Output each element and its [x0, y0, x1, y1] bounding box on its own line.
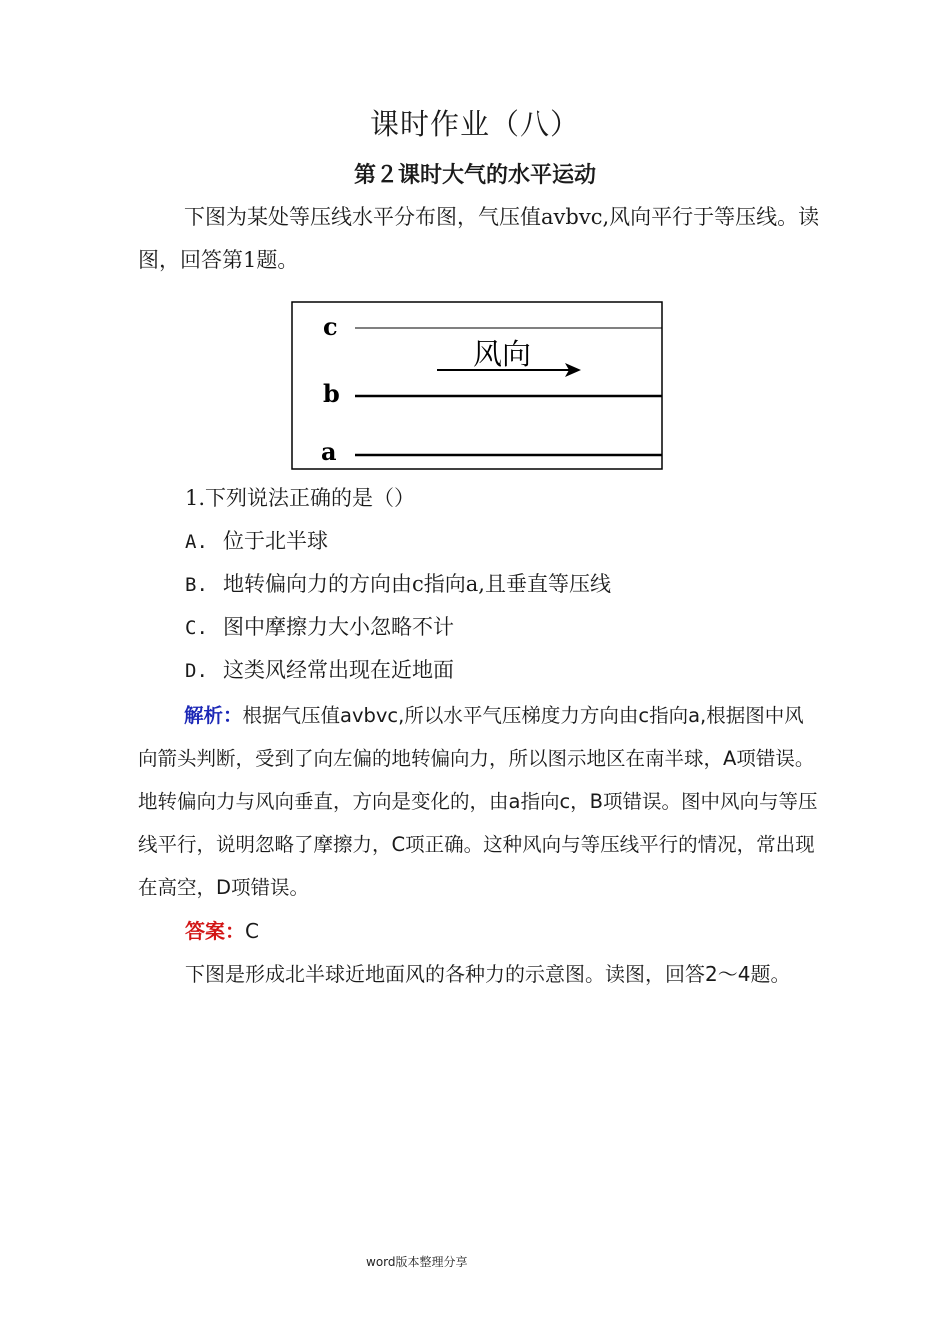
isobar-label-a: a — [321, 437, 337, 466]
option-letter: B. — [185, 574, 208, 596]
page-title: 课时作业（八） — [369, 107, 580, 141]
option-text: 图中摩擦力大小忽略不计 — [223, 615, 454, 639]
intro-paragraph: 下图为某处等压线水平分布图，气压值avbvc,风向平行于等压线。读图，回答第1题。 — [138, 205, 820, 272]
option-letter: A. — [185, 531, 208, 553]
isobar-label-b: b — [323, 379, 340, 408]
option-text: 这类风经常出现在近地面 — [223, 658, 454, 682]
option-text: 位于北半球 — [223, 529, 328, 553]
answer-label: 答案： — [185, 919, 245, 943]
option-d — [185, 649, 454, 693]
analysis-paragraph — [138, 694, 822, 909]
wind-direction-label: 风向 — [473, 337, 532, 371]
next-intro-paragraph: 下图是形成北半球近地面风的各种力的示意图。读图，回答2～4题。 — [185, 962, 791, 986]
option-letter: C. — [185, 617, 208, 639]
page-subtitle: 第２课时大气的水平运动 — [353, 163, 596, 188]
page-footer: word版本整理分享 — [366, 1255, 468, 1269]
option-b — [185, 563, 611, 607]
option-a — [185, 520, 328, 564]
isobar-label-c: c — [323, 312, 338, 341]
diagram-frame — [292, 302, 662, 469]
analysis-label: 解析： — [184, 704, 243, 727]
option-letter: D. — [185, 660, 208, 682]
analysis-text: 根据气压值avbvc,所以水平气压梯度力方向由c指向a,根据图中风向箭头判断，受到了向左偏的地转偏向力，所以图示地区在南半球，A项错误。地转偏向力与风向垂直，方向是变化的，由a指向c，B项错误。图中风向与等压线平行，说明忽略了摩擦力，C项正确。这种风向与等压线平行的情况，常出现在高空，D项错误。 — [138, 704, 818, 899]
answer-line — [185, 910, 259, 953]
isobar-diagram — [291, 301, 663, 471]
option-c — [185, 606, 454, 650]
question-1: 1.下列说法正确的是（） — [185, 486, 416, 510]
answer-value: C — [245, 919, 259, 943]
option-text: 地转偏向力的方向由c指向a,且垂直等压线 — [223, 572, 611, 596]
